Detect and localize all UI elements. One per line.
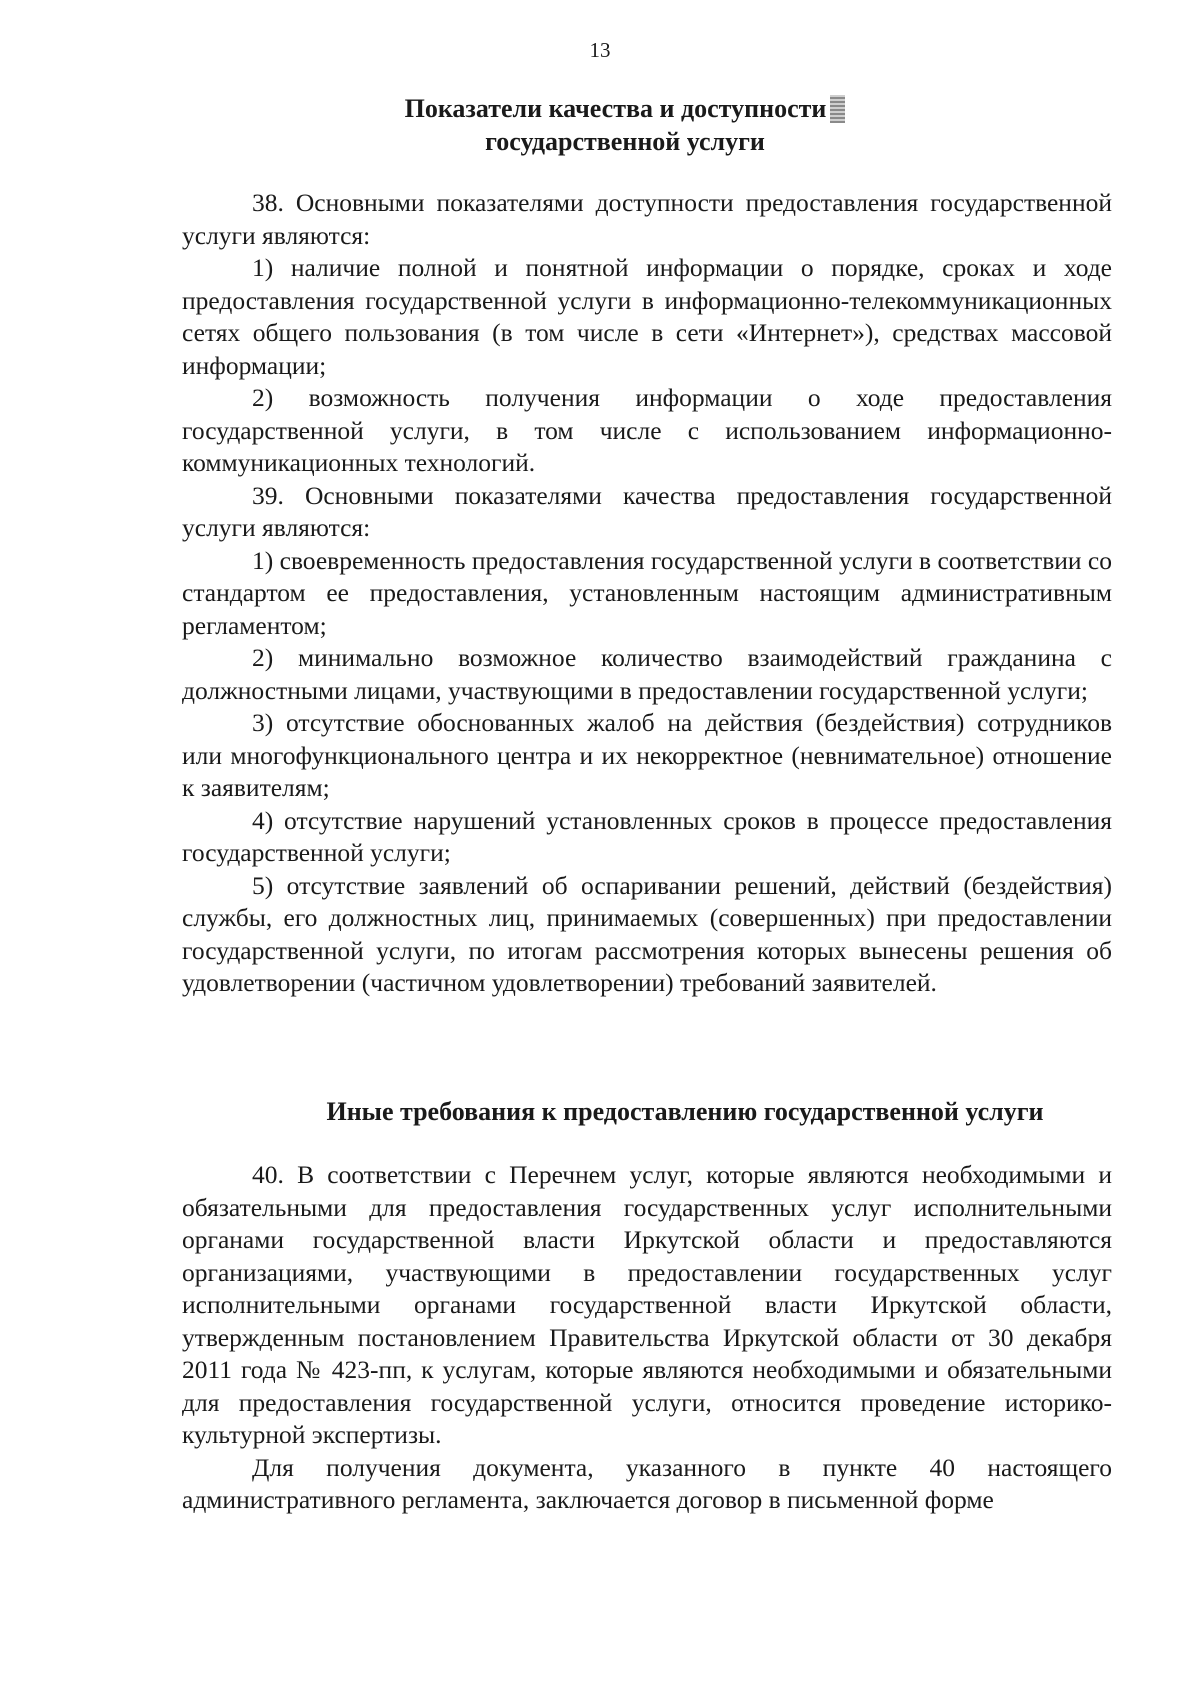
section-title-other-requirements: Иные требования к предоставлению государственной услуги [326, 1097, 1044, 1126]
paragraph-39-item-1: 1) своевременность предоставления государственной услуги в соответствии со стандартом ее предоставления, установленным настоящим административным регламентом; [182, 545, 1112, 640]
paragraph-39-item-4: 4) отсутствие нарушений установленных сроков в процессе предоставления государственной услуги; [182, 805, 1112, 867]
section-body-quality [182, 187, 1112, 1000]
page-number: 13 [589, 38, 611, 62]
paragraph-40-continuation: Для получения документа, указанного в пункте 40 настоящего административного регламента, заключается договор в письменной форме [182, 1452, 1112, 1514]
scan-artifact-mark [830, 95, 845, 123]
section-title-line-1: Показатели качества и доступности [404, 94, 827, 123]
paragraph-38: 38. Основными показателями доступности предоставления государственной услуги являются: [182, 188, 1112, 250]
paragraph-38-item-2: 2) возможность получения информации о ходе предоставления государственной услуги, в том числе с использованием информационно-коммуникационных технологий. [182, 383, 1112, 477]
paragraph-39-item-2: 2) минимально возможное количество взаимодействий гражданина с должностными лицами, участвующими в предоставлении государственной услуги; [182, 643, 1112, 705]
section-body-other-requirements [182, 1159, 1112, 1517]
section-title-quality [175, 92, 1075, 158]
section-title-line-2: государственной услуги [485, 127, 765, 156]
paragraph-39-item-5: 5) отсутствие заявлений об оспаривании решений, действий (бездействия) службы, его должностных лиц, принимаемых (совершенных) при предоставлении государственной услуги, по итогам рассмотрения которых вынесены решения об удовлетворении (частичном удовлетворении) требований заявителей. [182, 870, 1112, 997]
paragraph-40: 40. В соответствии с Перечнем услуг, которые являются необходимыми и обязательными для предоставления государственных услуг исполнительными органами государственной власти Иркутской области и предоставляются организациями, участвующими в предоставлении государственных услуг исполнительными органами государственной власти Иркутской области, утвержденным постановлением Правительства Иркутской области от 30 декабря 2011 года № 423-пп, к услугам, которые являются необходимыми и обязательными для предоставления государственной услуги, относится проведение историко-культурной экспертизы. [182, 1160, 1112, 1449]
paragraph-38-item-1: 1) наличие полной и понятной информации о порядке, сроках и ходе предоставления государственной услуги в информационно-телекоммуникационных сетях общего пользования (в том числе в сети «Интернет»), средствах массовой информации; [182, 253, 1112, 380]
paragraph-39: 39. Основными показателями качества предоставления государственной услуги являются: [182, 480, 1112, 542]
paragraph-39-item-3: 3) отсутствие обоснованных жалоб на действия (бездействия) сотрудников или многофункционального центра и их некорректное (невнимательное) отношение к заявителям; [182, 708, 1112, 802]
